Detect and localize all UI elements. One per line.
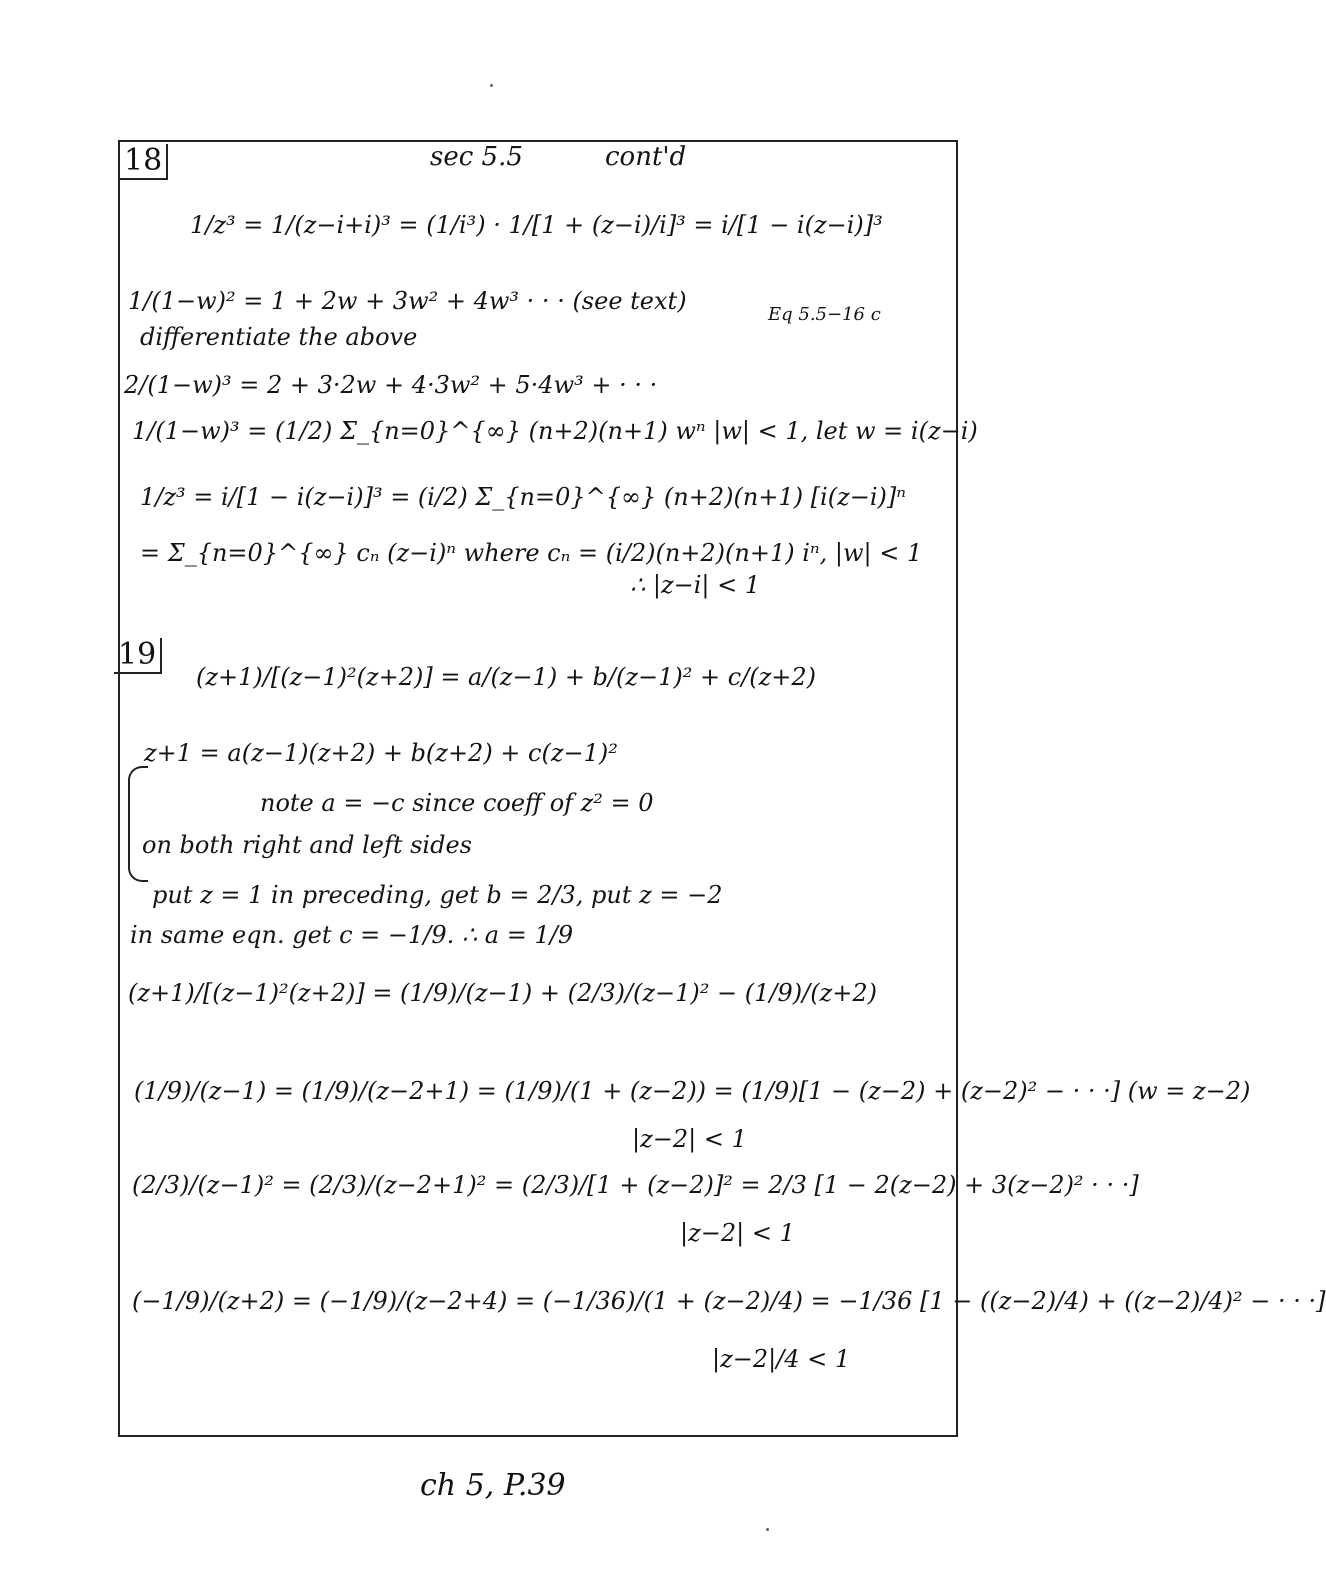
text-line: in same eqn. get c = −1/9. ∴ a = 1/9 bbox=[130, 921, 574, 949]
brace-mark bbox=[128, 766, 148, 882]
equation-line: 2/(1−w)³ = 2 + 3·2w + 4·3w² + 5·4w³ + · · · bbox=[124, 371, 658, 399]
equation-line: (2/3)/(z−1)² = (2/3)/(z−2+1)² = (2/3)/[1 + (z−2)]² = 2/3 [1 − 2(z−2) + 3(z−2)² · · ·] bbox=[132, 1171, 1139, 1199]
equation-line: 1/z³ = 1/(z−i+i)³ = (1/i³) · 1/[1 + (z−i)/i]³ = i/[1 − i(z−i)]³ bbox=[190, 211, 883, 239]
text-line: note a = −c since coeff of z² = 0 bbox=[260, 789, 654, 817]
section-heading: sec 5.5 bbox=[430, 142, 523, 172]
equation-line: (1/9)/(z−1) = (1/9)/(z−2+1) = (1/9)/(1 + (z−2)) = (1/9)[1 − (z−2) + (z−2)² − · · ·] (w = z−2) bbox=[134, 1077, 1251, 1105]
equation-line: 1/(1−w)³ = (1/2) Σ_{n=0}^{∞} (n+2)(n+1) wⁿ |w| < 1, let w = i(z−i) bbox=[132, 417, 978, 445]
convergence-condition: |z−2| < 1 bbox=[632, 1125, 747, 1153]
convergence-condition: |z−2|/4 < 1 bbox=[712, 1345, 851, 1373]
equation-line: 1/(1−w)² = 1 + 2w + 3w² + 4w³ · · · (see text) bbox=[128, 287, 687, 315]
equation-line: (z+1)/[(z−1)²(z+2)] = a/(z−1) + b/(z−1)² + c/(z+2) bbox=[196, 663, 817, 691]
continued-label: cont'd bbox=[605, 142, 687, 172]
scan-speck bbox=[490, 84, 493, 87]
equation-line: (−1/9)/(z+2) = (−1/9)/(z−2+4) = (−1/36)/(1 + (z−2)/4) = −1/36 [1 − ((z−2)/4) + ((z−2)/4)² − · · ·] bbox=[132, 1287, 1326, 1315]
equation-line: 1/z³ = i/[1 − i(z−i)]³ = (i/2) Σ_{n=0}^{∞} (n+2)(n+1) [i(z−i)]ⁿ bbox=[140, 483, 906, 511]
text-line: differentiate the above bbox=[140, 323, 418, 351]
convergence-condition: |z−2| < 1 bbox=[680, 1219, 795, 1247]
problem-number-19: 19 bbox=[114, 638, 162, 674]
convergence-condition: ∴ |z−i| < 1 bbox=[630, 571, 761, 599]
equation-reference: Eq 5.5−16 c bbox=[768, 304, 881, 325]
problem-number-18: 18 bbox=[120, 144, 168, 180]
scan-speck bbox=[766, 1528, 769, 1531]
text-line: on both right and left sides bbox=[142, 831, 472, 859]
equation-line: z+1 = a(z−1)(z+2) + b(z+2) + c(z−1)² bbox=[144, 739, 618, 767]
equation-line: = Σ_{n=0}^{∞} cₙ (z−i)ⁿ where cₙ = (i/2)(n+2)(n+1) iⁿ, |w| < 1 bbox=[140, 539, 923, 567]
text-line: put z = 1 in preceding, get b = 2/3, put z = −2 bbox=[152, 881, 723, 909]
page-footer: ch 5, P.39 bbox=[420, 1468, 566, 1503]
equation-line: (z+1)/[(z−1)²(z+2)] = (1/9)/(z−1) + (2/3)/(z−1)² − (1/9)/(z+2) bbox=[128, 979, 877, 1007]
